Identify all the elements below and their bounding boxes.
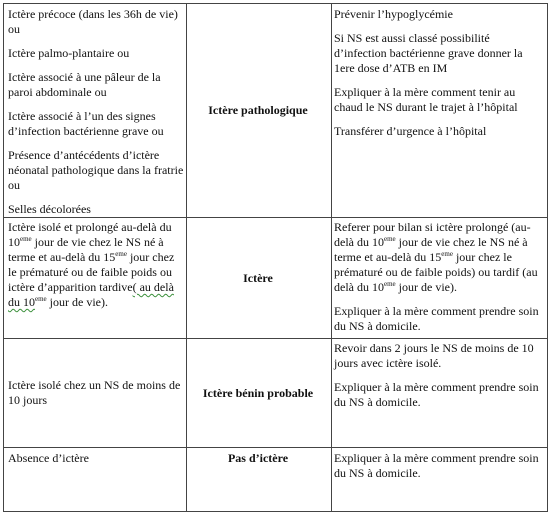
classification-text: Pas d’ictère <box>227 451 289 465</box>
row-divider <box>3 447 548 448</box>
symptom-text: Ictère précoce (dans les 36h de vie) ou <box>8 7 178 36</box>
action-text: Expliquer à la mère comment tenir au chaud le NS durant le trajet à l’hôpital <box>334 85 518 114</box>
action-text: Expliquer à la mère comment prendre soin du NS à domicile. <box>334 380 539 409</box>
text-run: jour de vie). <box>395 280 457 294</box>
action-text: Prévenir l’hypoglycémie <box>334 7 453 21</box>
classification-label <box>188 339 328 447</box>
action-text: Transférer d’urgence à l’hôpital <box>334 124 487 138</box>
table-row-2-actions <box>334 220 544 343</box>
symptom-text: Ictère associé à une pâleur de la paroi abdominale ou <box>8 70 161 99</box>
superscript: eme <box>384 280 396 288</box>
text-run: ( au delà du 10 <box>8 280 174 309</box>
classification-label <box>188 218 328 338</box>
superscript: eme <box>384 235 396 243</box>
text-run: jour chez le prématuré ou de faible poids) ou tardif (au delà du 10 <box>334 250 538 294</box>
table-row-3-symptoms <box>8 339 184 447</box>
table-row-1-symptoms <box>8 7 184 226</box>
text-run: jour de vie chez le NS né à terme et au-delà du 15 <box>334 235 528 264</box>
symptom-text: Absence d’ictère <box>8 451 89 465</box>
table-row-1-actions <box>334 7 544 148</box>
symptom-text: Ictère palmo-plantaire ou <box>8 46 130 60</box>
symptom-text <box>8 220 184 310</box>
superscript: eme <box>20 235 32 243</box>
action-text: Revoir dans 2 jours le NS de moins de 10 jours avec ictère isolé. <box>334 341 534 370</box>
classification-text: Ictère <box>243 270 273 285</box>
column-divider <box>186 3 187 512</box>
classification-text: Ictère bénin probable <box>202 385 314 400</box>
symptom-text: Ictère associé à l’un des signes d’infection bactérienne grave ou <box>8 109 164 138</box>
action-text: Expliquer à la mère comment prendre soin du NS à domicile. <box>334 304 539 333</box>
symptom-text: Selles décolorées <box>8 202 91 216</box>
table-row-4-actions <box>334 451 544 490</box>
action-text <box>334 220 544 295</box>
column-divider <box>331 3 332 512</box>
text-run: Referer pour bilan si ictère prolongé (au-delà du 10 <box>334 220 531 249</box>
table-row-3-actions <box>334 341 544 419</box>
symptom-text: Ictère isolé chez un NS de moins de 10 jours <box>8 378 181 407</box>
superscript: eme <box>441 250 453 258</box>
action-text: Expliquer à la mère comment prendre soin du NS à domicile. <box>334 451 539 480</box>
text-run: Ictère isolé et prolongé au-delà du 10 <box>8 220 172 249</box>
table-row-2-symptoms <box>8 220 184 319</box>
action-text: Si NS est aussi classé possibilité d’infection bactérienne grave donner la 1ere dose d’ATB en IM <box>334 31 523 75</box>
superscript: eme <box>115 250 127 258</box>
text-run: jour chez le prématuré ou de faible poids ou ictère d’apparition tardive <box>8 250 175 294</box>
text-run: jour de vie). <box>46 295 108 309</box>
text-run: jour de vie chez le NS né à terme et au-delà du 15 <box>8 235 164 264</box>
classification-text: Ictère pathologique <box>208 103 308 117</box>
superscript: eme <box>35 295 47 303</box>
symptom-text: Présence d’antécédents d’ictère néonatal pathologique dans la fratrie ou <box>8 148 184 192</box>
classification-label <box>188 451 328 466</box>
classification-label <box>188 4 328 217</box>
table-row-4-symptoms <box>8 451 184 475</box>
